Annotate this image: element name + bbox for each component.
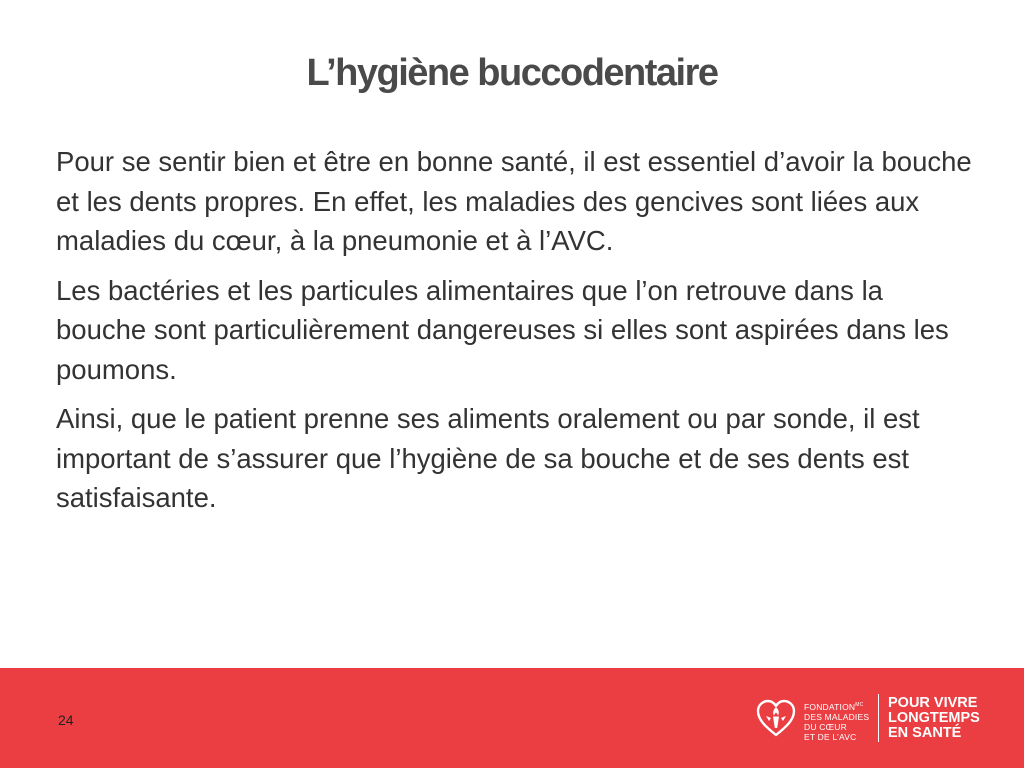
logo-divider bbox=[878, 694, 879, 742]
foundation-name bbox=[804, 700, 874, 742]
foundation-name-line: ET DE L’AVC bbox=[804, 731, 857, 742]
body-paragraph: Pour se sentir bien et être en bonne santé, il est essentiel d’avoir la bouche et les dents propres. En effet, les maladies des gencives sont liées aux maladies du cœur, à la pneumonie et à l’AVC. bbox=[56, 146, 972, 256]
body-paragraph: Les bactéries et les particules alimentaires que l’on retrouve dans la bouche sont particulièrement dangereuses si elles sont aspirées dans les poumons. bbox=[56, 274, 949, 385]
slogan-line: EN SANTÉ bbox=[888, 725, 962, 741]
foundation-name-word: FONDATION bbox=[804, 701, 856, 712]
logo-slogan bbox=[888, 696, 1008, 741]
page-number: 24 bbox=[58, 712, 74, 728]
foundation-name-line bbox=[804, 700, 874, 712]
body-paragraph: Ainsi, que le patient prenne ses aliments oralement ou par sonde, il est important de s’assurer que l’hygiène de sa bouche et de ses dents est satisfaisante. bbox=[56, 403, 920, 513]
slogan-line: POUR VIVRE bbox=[888, 695, 978, 711]
footer-band bbox=[0, 668, 1024, 768]
slide-body bbox=[56, 142, 976, 528]
slogan-line: LONGTEMPS bbox=[888, 710, 980, 726]
foundation-name-line: DES MALADIES bbox=[804, 711, 870, 722]
trademark-mark: MC bbox=[855, 702, 864, 708]
heart-torch-icon bbox=[754, 696, 798, 740]
slide-title: L’hygiène buccodentaire bbox=[306, 52, 718, 94]
foundation-logo bbox=[754, 692, 1004, 744]
foundation-name-line: DU CŒUR bbox=[804, 721, 847, 732]
